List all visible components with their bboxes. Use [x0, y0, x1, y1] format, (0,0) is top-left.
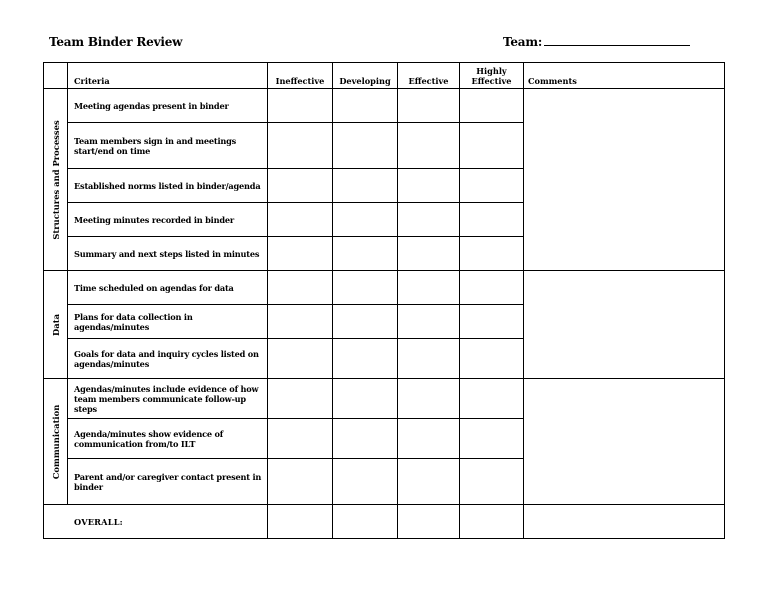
rating-effective-cell[interactable]: [398, 459, 460, 505]
rating-developing-cell[interactable]: [333, 237, 398, 271]
rating-effective-cell[interactable]: [398, 339, 460, 379]
overall-label: OVERALL:: [44, 505, 268, 539]
criterion-cell: Agenda/minutes show evidence of communication from/to ILT: [68, 419, 268, 459]
rating-highly-effective-cell[interactable]: [460, 169, 524, 203]
criterion-cell: Parent and/or caregiver contact present in binder: [68, 459, 268, 505]
comments-cell[interactable]: [524, 379, 725, 505]
criterion-cell: Team members sign in and meetings start/end on time: [68, 123, 268, 169]
rating-developing-cell[interactable]: [333, 339, 398, 379]
rating-ineffective-cell[interactable]: [268, 203, 333, 237]
rating-highly-effective-cell[interactable]: [460, 89, 524, 123]
comments-cell[interactable]: [524, 89, 725, 271]
rating-ineffective-cell[interactable]: [268, 339, 333, 379]
rating-developing-cell[interactable]: [333, 419, 398, 459]
overall-effective-cell[interactable]: [398, 505, 460, 539]
criterion-cell: Plans for data collection in agendas/minutes: [68, 305, 268, 339]
criterion-cell: Goals for data and inquiry cycles listed on agendas/minutes: [68, 339, 268, 379]
rating-highly-effective-cell[interactable]: [460, 203, 524, 237]
overall-comments-cell[interactable]: [524, 505, 725, 539]
highly-effective-header: [460, 63, 524, 89]
rating-developing-cell[interactable]: [333, 123, 398, 169]
rating-highly-effective-cell[interactable]: [460, 271, 524, 305]
rating-developing-cell[interactable]: [333, 305, 398, 339]
rating-ineffective-cell[interactable]: [268, 459, 333, 505]
effective-header: Effective: [398, 63, 460, 89]
section-label: Communication: [50, 404, 61, 479]
comments-cell[interactable]: [524, 271, 725, 379]
rating-effective-cell[interactable]: [398, 169, 460, 203]
comments-header: Comments: [524, 63, 725, 89]
rating-effective-cell[interactable]: [398, 419, 460, 459]
team-field: [503, 35, 690, 49]
rating-effective-cell[interactable]: [398, 123, 460, 169]
rating-ineffective-cell[interactable]: [268, 271, 333, 305]
rating-effective-cell[interactable]: [398, 305, 460, 339]
rating-highly-effective-cell[interactable]: [460, 305, 524, 339]
rating-ineffective-cell[interactable]: [268, 419, 333, 459]
rating-highly-effective-cell[interactable]: [460, 419, 524, 459]
rating-developing-cell[interactable]: [333, 169, 398, 203]
rating-developing-cell[interactable]: [333, 203, 398, 237]
highly-effective-header-line1: Highly: [476, 66, 507, 76]
rating-ineffective-cell[interactable]: [268, 379, 333, 419]
rating-developing-cell[interactable]: [333, 271, 398, 305]
rating-effective-cell[interactable]: [398, 203, 460, 237]
section-header-blank: [44, 63, 68, 89]
section-label-cell: [44, 89, 68, 271]
rating-ineffective-cell[interactable]: [268, 305, 333, 339]
criterion-cell: Established norms listed in binder/agenda: [68, 169, 268, 203]
criterion-cell: Meeting agendas present in binder: [68, 89, 268, 123]
overall-ineffective-cell[interactable]: [268, 505, 333, 539]
rating-highly-effective-cell[interactable]: [460, 379, 524, 419]
overall-highly-effective-cell[interactable]: [460, 505, 524, 539]
highly-effective-header-line2: Effective: [471, 76, 512, 86]
overall-row: [44, 505, 725, 539]
rating-developing-cell[interactable]: [333, 379, 398, 419]
overall-developing-cell[interactable]: [333, 505, 398, 539]
criterion-cell: Time scheduled on agendas for data: [68, 271, 268, 305]
rating-highly-effective-cell[interactable]: [460, 339, 524, 379]
rating-effective-cell[interactable]: [398, 271, 460, 305]
table-row: [44, 379, 725, 419]
rating-effective-cell[interactable]: [398, 237, 460, 271]
rating-ineffective-cell[interactable]: [268, 89, 333, 123]
criterion-cell: Meeting minutes recorded in binder: [68, 203, 268, 237]
section-label-cell: [44, 379, 68, 505]
section-label: Structures and Processes: [50, 119, 61, 240]
criteria-header: Criteria: [68, 63, 268, 89]
rating-developing-cell[interactable]: [333, 459, 398, 505]
rating-ineffective-cell[interactable]: [268, 123, 333, 169]
ineffective-header: Ineffective: [268, 63, 333, 89]
rating-highly-effective-cell[interactable]: [460, 459, 524, 505]
rating-ineffective-cell[interactable]: [268, 169, 333, 203]
table-row: [44, 271, 725, 305]
header-row: [44, 63, 725, 89]
section-label: Data: [50, 313, 61, 336]
criterion-cell: Agendas/minutes include evidence of how team members communicate follow-up steps: [68, 379, 268, 419]
page-title: Team Binder Review: [49, 35, 183, 49]
section-label-cell: [44, 271, 68, 379]
review-table: [43, 62, 725, 539]
team-label: Team:: [503, 35, 543, 49]
rating-effective-cell[interactable]: [398, 379, 460, 419]
rating-developing-cell[interactable]: [333, 89, 398, 123]
rating-ineffective-cell[interactable]: [268, 237, 333, 271]
rating-highly-effective-cell[interactable]: [460, 123, 524, 169]
developing-header: Developing: [333, 63, 398, 89]
rating-effective-cell[interactable]: [398, 89, 460, 123]
table-row: [44, 89, 725, 123]
criterion-cell: Summary and next steps listed in minutes: [68, 237, 268, 271]
rating-highly-effective-cell[interactable]: [460, 237, 524, 271]
team-blank-line[interactable]: [544, 36, 690, 46]
